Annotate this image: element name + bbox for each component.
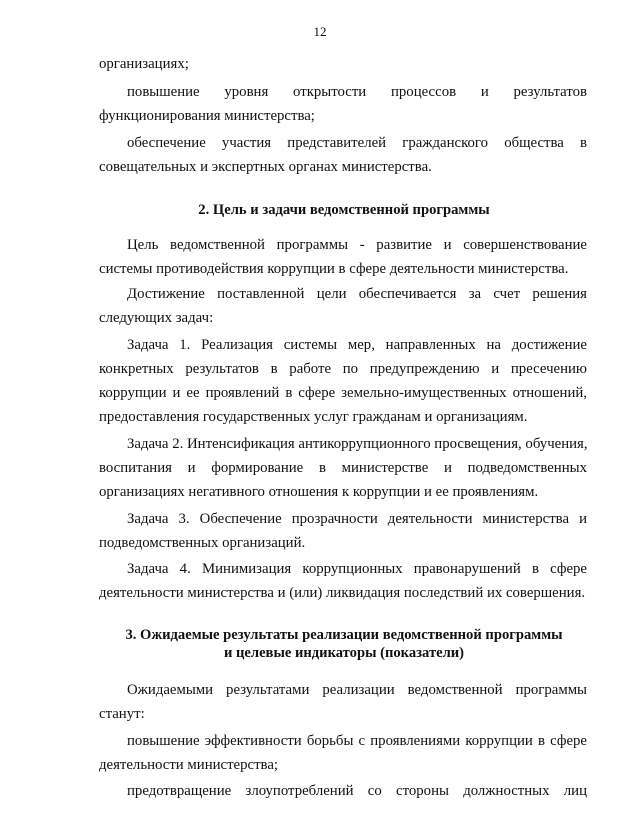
section-heading-3-line-1: 3. Ожидаемые результаты реализации ведомственной программы <box>125 627 563 643</box>
text-line: организациях негативного отношения к коррупции и ее проявлениям. <box>99 484 539 500</box>
section-heading-2: 2. Цель и задачи ведомственной программы <box>198 202 490 218</box>
page-number: 12 <box>313 24 327 39</box>
text-line: Задача 1. Реализация системы мер, направленных на достижение <box>127 337 587 353</box>
text-line: Задача 2. Интенсификация антикоррупционного просвещения, обучения, <box>127 436 588 452</box>
text-line: повышение эффективности борьбы с проявлениями коррупции в сфере <box>127 733 587 749</box>
text-line: предотвращение злоупотреблений со стороны должностных лиц <box>127 783 587 799</box>
text-line: функционирования министерства; <box>99 108 315 124</box>
text-line: подведомственных организаций. <box>99 535 306 551</box>
section-heading-3-line-2: и целевые индикаторы (показатели) <box>223 645 465 661</box>
text-line: совещательных и экспертных органах министерства. <box>99 159 432 175</box>
text-line: организациях; <box>99 56 189 72</box>
text-line: Задача 3. Обеспечение прозрачности деятельности министерства и <box>127 511 587 527</box>
text-line: следующих задач: <box>99 310 214 326</box>
text-line: предоставления государственных услуг гражданам и организациям. <box>99 409 528 425</box>
text-line: воспитания и формирование в министерстве и подведомственных <box>99 460 587 476</box>
text-line: коррупции и ее проявлений в сфере земельно-имущественных отношений, <box>99 385 587 401</box>
text-line: Задача 4. Минимизация коррупционных правонарушений в сфере <box>127 561 587 577</box>
text-line: станут: <box>99 706 145 722</box>
text-line: системы противодействия коррупции в сфере деятельности министерства. <box>99 261 569 277</box>
text-line: Достижение поставленной цели обеспечивается за счет решения <box>127 286 587 302</box>
text-line: деятельности министерства и (или) ликвидация последствий их совершения. <box>99 585 586 601</box>
text-line: конкретных результатов в работе по предупреждению и пресечению <box>99 361 587 377</box>
text-line: деятельности министерства; <box>99 757 279 773</box>
text-line: Ожидаемыми результатами реализации ведомственной программы <box>127 682 587 698</box>
text-line: обеспечение участия представителей гражданского общества в <box>127 135 587 151</box>
text-line: повышение уровня открытости процессов и результатов <box>127 84 587 100</box>
text-line: Цель ведомственной программы - развитие и совершенствование <box>127 237 587 253</box>
